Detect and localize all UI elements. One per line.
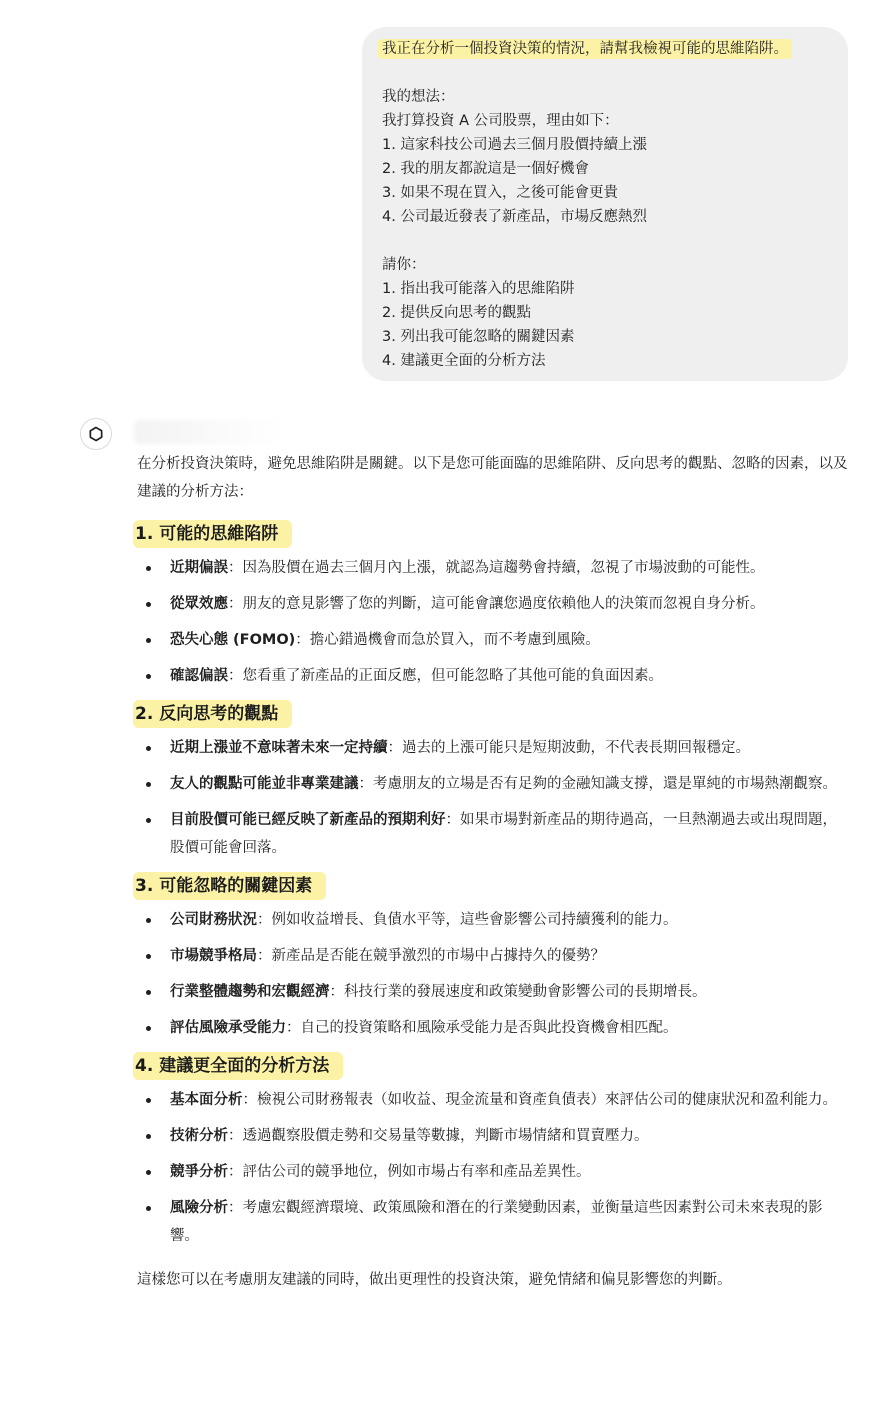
assistant-logo-icon bbox=[86, 424, 106, 444]
bullet-item bbox=[137, 1194, 849, 1250]
answer-outro: 這樣您可以在考慮朋友建議的同時，做出更理性的投資決策，避免情緒和偏見影響您的判斷。 bbox=[137, 1272, 732, 1288]
reason-item: 4. 公司最近發表了新產品，市場反應熱烈 bbox=[382, 209, 647, 225]
bullet-item bbox=[137, 978, 849, 1006]
bullet-item bbox=[137, 906, 849, 934]
bullet-text: ：新產品是否能在競爭激烈的市場中占據持久的優勢？ bbox=[257, 948, 605, 964]
section-title: 1. 可能的思維陷阱 bbox=[133, 520, 292, 548]
bullet-term: 恐失心態 (FOMO) bbox=[170, 632, 296, 648]
answer-section bbox=[137, 520, 849, 690]
request-item: 2. 提供反向思考的觀點 bbox=[382, 305, 531, 321]
bullet-term: 技術分析 bbox=[170, 1128, 228, 1144]
section-title: 2. 反向思考的觀點 bbox=[133, 700, 292, 728]
bullet-text: ：考慮宏觀經濟環境、政策風險和潛在的行業變動因素，並衡量這些因素對公司未來表現的影響。 bbox=[170, 1200, 823, 1244]
bullet-term: 近期上漲並不意味著未來一定持續 bbox=[170, 740, 388, 756]
request-item: 1. 指出我可能落入的思維陷阱 bbox=[382, 281, 575, 297]
bullet-text: ：評估公司的競爭地位，例如市場占有率和產品差異性。 bbox=[228, 1164, 591, 1180]
bullet-text: ：過去的上漲可能只是短期波動，不代表長期回報穩定。 bbox=[387, 740, 750, 756]
section-title: 3. 可能忽略的關鍵因素 bbox=[133, 872, 326, 900]
assistant-name-redacted bbox=[134, 420, 282, 444]
bullet-item bbox=[137, 662, 849, 690]
bullet-text: ：朋友的意見影響了您的判斷，這可能會讓您過度依賴他人的決策而忽視自身分析。 bbox=[228, 596, 765, 612]
thoughts-intro: 我打算投資 A 公司股票，理由如下： bbox=[382, 113, 619, 129]
bullet-text: ：您看重了新產品的正面反應，但可能忽略了其他可能的負面因素。 bbox=[228, 668, 663, 684]
bullet-term: 確認偏誤 bbox=[170, 668, 228, 684]
bullet-text: ：檢視公司財務報表（如收益、現金流量和資產負債表）來評估公司的健康狀況和盈利能力。 bbox=[242, 1092, 837, 1108]
bullet-term: 友人的觀點可能並非專業建議 bbox=[170, 776, 359, 792]
bullet-term: 市場競爭格局 bbox=[170, 948, 257, 964]
bullet-text: ：如果市場對新產品的期待過高，一旦熱潮過去或出現問題，股價可能會回落。 bbox=[170, 812, 837, 856]
bullet-item bbox=[137, 734, 849, 762]
section-bullet-list bbox=[137, 1086, 849, 1250]
bullet-term: 公司財務狀況 bbox=[170, 912, 257, 928]
bullet-term: 從眾效應 bbox=[170, 596, 228, 612]
bullet-text: ：擔心錯過機會而急於買入，而不考慮到風險。 bbox=[295, 632, 600, 648]
bullet-term: 行業整體趨勢和宏觀經濟 bbox=[170, 984, 330, 1000]
bullet-text: ：科技行業的發展速度和政策變動會影響公司的長期增長。 bbox=[329, 984, 707, 1000]
bullet-term: 評估風險承受能力 bbox=[170, 1020, 286, 1036]
bullet-text: ：例如收益增長、負債水平等，這些會影響公司持續獲利的能力。 bbox=[257, 912, 678, 928]
bullet-term: 基本面分析 bbox=[170, 1092, 243, 1108]
bullet-text: ：自己的投資策略和風險承受能力是否與此投資機會相匹配。 bbox=[286, 1020, 678, 1036]
thoughts-heading: 我的想法： bbox=[382, 89, 455, 105]
bullet-item bbox=[137, 1122, 849, 1150]
bullet-item bbox=[137, 554, 849, 582]
request-item: 3. 列出我可能忽略的關鍵因素 bbox=[382, 329, 575, 345]
bullet-item bbox=[137, 770, 849, 798]
section-bullet-list bbox=[137, 734, 849, 862]
user-message-bubble bbox=[362, 27, 848, 381]
request-heading: 請你： bbox=[382, 257, 426, 273]
section-bullet-list bbox=[137, 554, 849, 690]
bullet-item bbox=[137, 1158, 849, 1186]
bullet-item bbox=[137, 1086, 849, 1114]
reason-item: 1. 這家科技公司過去三個月股價持續上漲 bbox=[382, 137, 647, 153]
bullet-item bbox=[137, 942, 849, 970]
section-title: 4. 建議更全面的分析方法 bbox=[133, 1052, 343, 1080]
request-item: 4. 建議更全面的分析方法 bbox=[382, 353, 546, 369]
bullet-term: 近期偏誤 bbox=[170, 560, 228, 576]
bullet-item bbox=[137, 806, 849, 862]
assistant-avatar bbox=[80, 418, 112, 450]
bullet-text: ：考慮朋友的立場是否有足夠的金融知識支撐，還是單純的市場熱潮觀察。 bbox=[358, 776, 837, 792]
bullet-term: 風險分析 bbox=[170, 1200, 228, 1216]
bullet-term: 目前股價可能已經反映了新產品的預期利好 bbox=[170, 812, 446, 828]
reason-item: 2. 我的朋友都說這是一個好機會 bbox=[382, 161, 589, 177]
bullet-item bbox=[137, 626, 849, 654]
user-message-highlight: 我正在分析一個投資決策的情況，請幫我檢視可能的思維陷阱。 bbox=[378, 39, 792, 59]
bullet-text: ：透過觀察股價走勢和交易量等數據，判斷市場情緒和買賣壓力。 bbox=[228, 1128, 649, 1144]
answer-sections bbox=[137, 520, 849, 1250]
reason-item: 3. 如果不現在買入，之後可能會更貴 bbox=[382, 185, 618, 201]
bullet-term: 競爭分析 bbox=[170, 1164, 228, 1180]
answer-section bbox=[137, 1052, 849, 1250]
answer-section bbox=[137, 700, 849, 862]
assistant-message bbox=[137, 450, 849, 1294]
bullet-text: ：因為股價在過去三個月內上漲，就認為這趨勢會持續，忽視了市場波動的可能性。 bbox=[228, 560, 765, 576]
answer-section bbox=[137, 872, 849, 1042]
answer-intro: 在分析投資決策時，避免思維陷阱是關鍵。以下是您可能面臨的思維陷阱、反向思考的觀點、忽略的因素，以及建議的分析方法： bbox=[137, 456, 848, 500]
bullet-item bbox=[137, 1014, 849, 1042]
section-bullet-list bbox=[137, 906, 849, 1042]
bullet-item bbox=[137, 590, 849, 618]
